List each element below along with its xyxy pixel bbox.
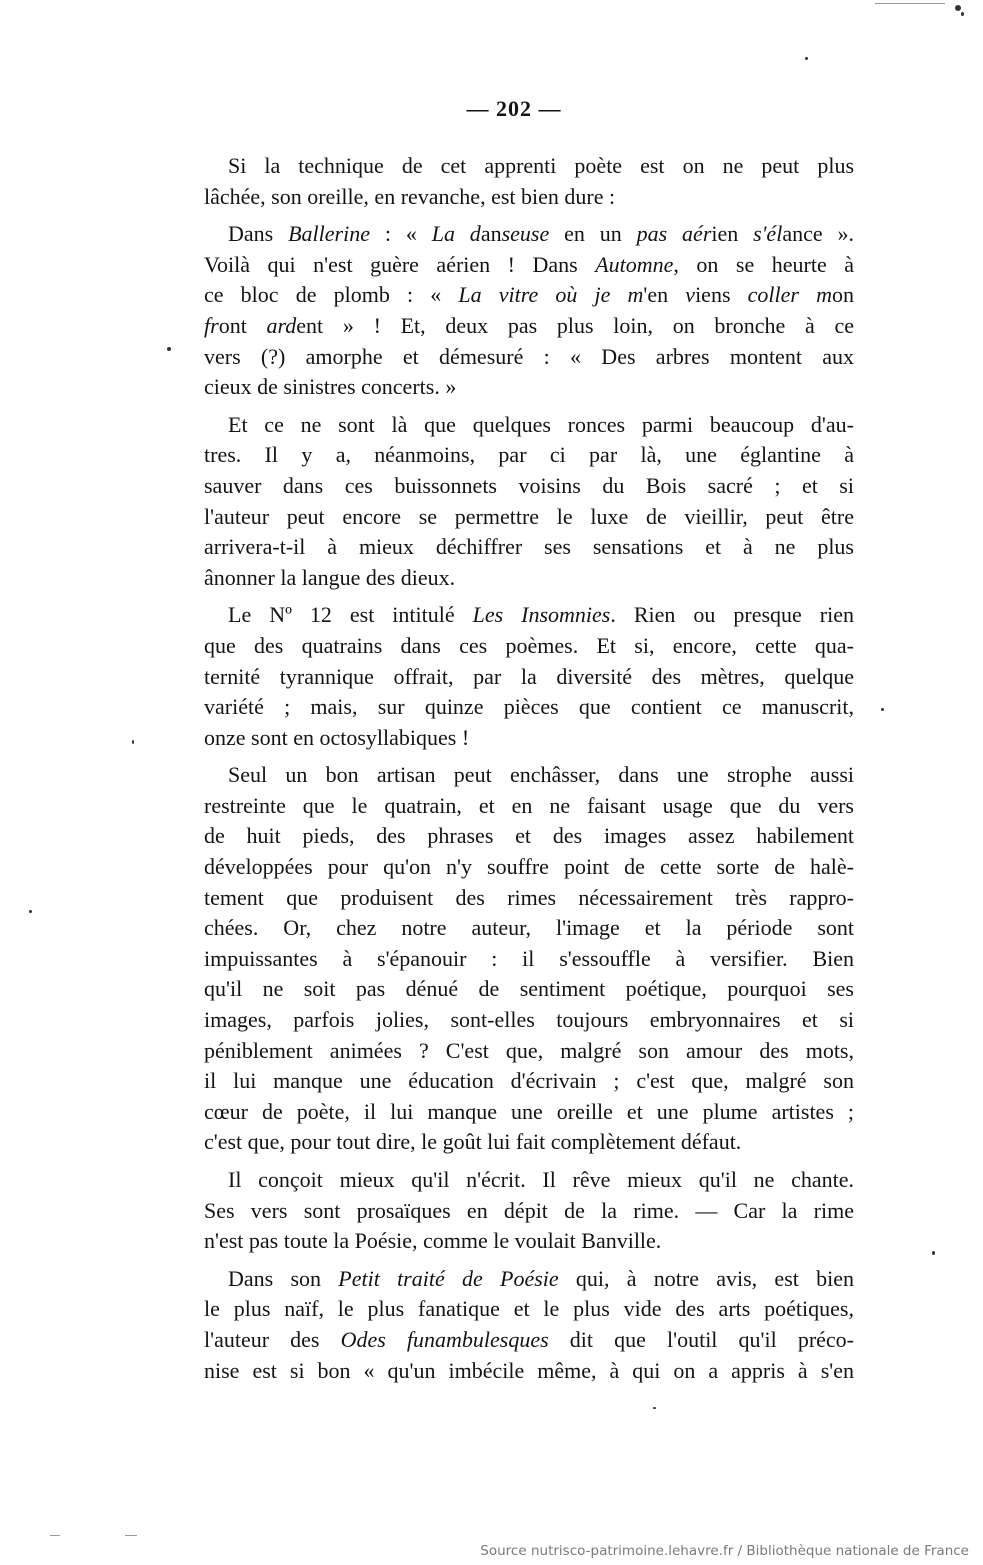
italic-text: coller m	[747, 282, 832, 308]
scan-speck	[653, 1407, 656, 1409]
italic-text: fr	[204, 312, 219, 338]
text-line	[204, 471, 854, 502]
italic-text: v	[685, 282, 696, 308]
text-line	[204, 1036, 854, 1067]
scan-edge-mark	[125, 1535, 137, 1536]
text-line	[204, 692, 854, 723]
italic-text: Ballerine	[288, 221, 370, 247]
text-run: Ses vers sont prosaïques en dépit de la rime. — Car la rime	[204, 1197, 854, 1223]
italic-text: Les Insomnies	[472, 602, 611, 628]
text-line	[204, 563, 854, 594]
text-run: ance ».	[782, 221, 854, 247]
body-text	[204, 151, 854, 1393]
text-line	[204, 1264, 854, 1295]
scan-edge-mark	[50, 1535, 60, 1536]
text-line	[204, 944, 854, 975]
text-line	[204, 1325, 854, 1356]
text-line	[204, 250, 854, 281]
scan-speck	[955, 5, 961, 11]
text-line	[204, 723, 854, 754]
text-line	[204, 1127, 854, 1158]
text-run: iens	[695, 282, 748, 308]
text-run: qui, à notre avis, est bien	[558, 1265, 854, 1291]
text-run: Il conçoit mieux qu'il n'écrit. Il rêve mieux qu'il ne chante.	[228, 1167, 854, 1192]
text-line	[204, 182, 854, 213]
text-line	[204, 1097, 854, 1128]
text-run: . Rien ou presque rien	[610, 602, 854, 628]
text-run: arrivera-t-il à mieux déchiffrer ses sensations et à ne plus	[204, 534, 854, 560]
text-line	[204, 1196, 854, 1227]
text-line	[204, 631, 854, 662]
text-run: images, parfois jolies, sont-elles toujours embryonnaires et si	[204, 1007, 854, 1033]
paragraph	[204, 600, 854, 753]
text-run: en un	[549, 221, 637, 247]
text-run: Si la technique de cet apprenti poète est on ne peut plus	[228, 153, 854, 178]
text-run: l'auteur peut encore se permettre le luxe de vieillir, peut être	[204, 503, 854, 529]
text-run: restreinte que le quatrain, et en ne faisant usage que du vers	[204, 792, 854, 818]
italic-text: Petit traité de Poésie	[338, 1265, 559, 1291]
scan-speck	[805, 57, 808, 60]
text-line	[204, 151, 854, 182]
text-line	[204, 662, 854, 693]
text-run: cœur de poète, il lui manque une oreille et une plume artistes ;	[204, 1098, 854, 1124]
text-run: nise est si bon « qu'un imbécile même, à qui on a appris à s'en	[204, 1357, 854, 1383]
text-run: tres. Il y a, néanmoins, par ci par là, une églantine à	[204, 442, 854, 468]
text-run: chées. Or, chez notre auteur, l'image et la période sont	[204, 915, 854, 941]
italic-text: seuse	[501, 221, 550, 247]
text-line	[204, 913, 854, 944]
text-run: tement que produisent des rimes nécessairement très rappro-	[204, 884, 854, 910]
text-run: ent » ! Et, deux pas plus loin, on bronche à ce	[296, 312, 854, 338]
text-run: l'auteur des	[204, 1326, 341, 1352]
text-line	[204, 974, 854, 1005]
scan-speck	[961, 12, 964, 16]
text-line	[204, 342, 854, 373]
text-run: c'est que, pour tout dire, le goût lui fait complètement défaut.	[204, 1129, 742, 1155]
text-line	[204, 852, 854, 883]
text-line	[204, 1066, 854, 1097]
text-run: lâchée, son oreille, en revanche, est bien dure :	[204, 183, 616, 209]
text-line	[204, 760, 854, 791]
text-line	[204, 1005, 854, 1036]
text-line	[204, 821, 854, 852]
text-run: que des quatrains dans ces poèmes. Et si, encore, cette qua-	[204, 632, 854, 658]
text-line	[204, 219, 854, 250]
text-run: Voilà qui n'est guère aérien ! Dans	[204, 251, 596, 277]
text-run: il lui manque une éducation d'écrivain ; c'est que, malgré son	[204, 1068, 854, 1094]
text-run: 'en	[643, 282, 686, 308]
text-run: sauver dans ces buissonnets voisins du Bois sacré ; et si	[204, 472, 854, 498]
scan-speck	[932, 1251, 935, 1255]
text-run: Et ce ne sont là que quelques ronces parmi beaucoup d'au-	[228, 411, 854, 437]
text-line	[204, 280, 854, 311]
text-line	[204, 791, 854, 822]
text-run: vers (?) amorphe et démesuré : « Des arbres montent aux	[204, 343, 854, 369]
text-line	[204, 1226, 854, 1257]
text-run: cieux de sinistres concerts. »	[204, 374, 457, 400]
paragraph	[204, 1264, 854, 1386]
text-line	[204, 502, 854, 533]
italic-text: pas aér	[636, 221, 712, 247]
italic-text: La d	[431, 221, 481, 247]
text-run: an	[480, 221, 502, 247]
text-run: variété ; mais, sur quinze pièces que contient ce manuscrit,	[204, 694, 854, 720]
italic-text: ard	[266, 312, 297, 338]
text-run: : «	[369, 221, 432, 247]
page-number: — 202 —	[466, 96, 562, 121]
text-run: le plus naïf, le plus fanatique et le plus vide des arts poétiques,	[204, 1296, 854, 1322]
text-run: onze sont en octosyllabiques !	[204, 724, 470, 750]
paragraph	[204, 151, 854, 212]
text-run: dit que l'outil qu'il préco-	[548, 1326, 854, 1352]
scan-edge-mark	[875, 3, 945, 4]
text-run: Dans son	[228, 1265, 339, 1291]
text-run: ce bloc de plomb : «	[204, 282, 459, 308]
text-line	[204, 1356, 854, 1387]
scan-speck	[881, 708, 884, 711]
text-run: Le Nº 12 est intitulé	[228, 602, 473, 628]
text-run: n'est pas toute la Poésie, comme le voulait Banville.	[204, 1228, 662, 1254]
text-line	[204, 532, 854, 563]
text-run: , on se heurte à	[673, 251, 854, 277]
text-run: Dans	[228, 221, 289, 247]
paragraph	[204, 760, 854, 1158]
text-line	[204, 410, 854, 441]
text-run: péniblement animées ? C'est que, malgré son amour des mots,	[204, 1037, 854, 1063]
text-run: développées pour qu'on n'y souffre point de cette sorte de halè-	[204, 854, 854, 880]
italic-text: Odes funambulesques	[340, 1326, 549, 1352]
text-run: ien	[711, 221, 754, 247]
text-line	[204, 440, 854, 471]
paragraph	[204, 1165, 854, 1257]
text-run: qu'il ne soit pas dénué de sentiment poétique, pourquoi ses	[204, 976, 854, 1002]
italic-text: s'él	[753, 221, 783, 247]
text-line	[204, 1165, 854, 1196]
scan-speck	[167, 347, 171, 351]
italic-text: Automne	[595, 251, 674, 277]
text-run: ternité tyrannique offrait, par la diversité des mètres, quelque	[204, 663, 854, 689]
paragraph	[204, 219, 854, 403]
scan-speck	[132, 740, 134, 744]
source-credit: Source nutrisco-patrimoine.lehavre.fr / Bibliothèque nationale de France	[480, 1543, 969, 1559]
text-line	[204, 600, 854, 631]
text-run: Seul un bon artisan peut enchâsser, dans une strophe aussi	[228, 762, 854, 788]
text-run: ont	[218, 312, 267, 338]
text-line	[204, 372, 854, 403]
italic-text: La vitre où je m	[458, 282, 644, 308]
text-run: on	[832, 282, 854, 308]
text-line	[204, 1294, 854, 1325]
text-run: impuissantes à s'épanouir : il s'essouffle à versifier. Bien	[204, 945, 854, 971]
text-line	[204, 883, 854, 914]
scan-speck	[29, 910, 32, 913]
text-run: de huit pieds, des phrases et des images assez habilement	[204, 823, 854, 849]
paragraph	[204, 410, 854, 594]
text-run: ânonner la langue des dieux.	[204, 564, 456, 590]
text-line	[204, 311, 854, 342]
